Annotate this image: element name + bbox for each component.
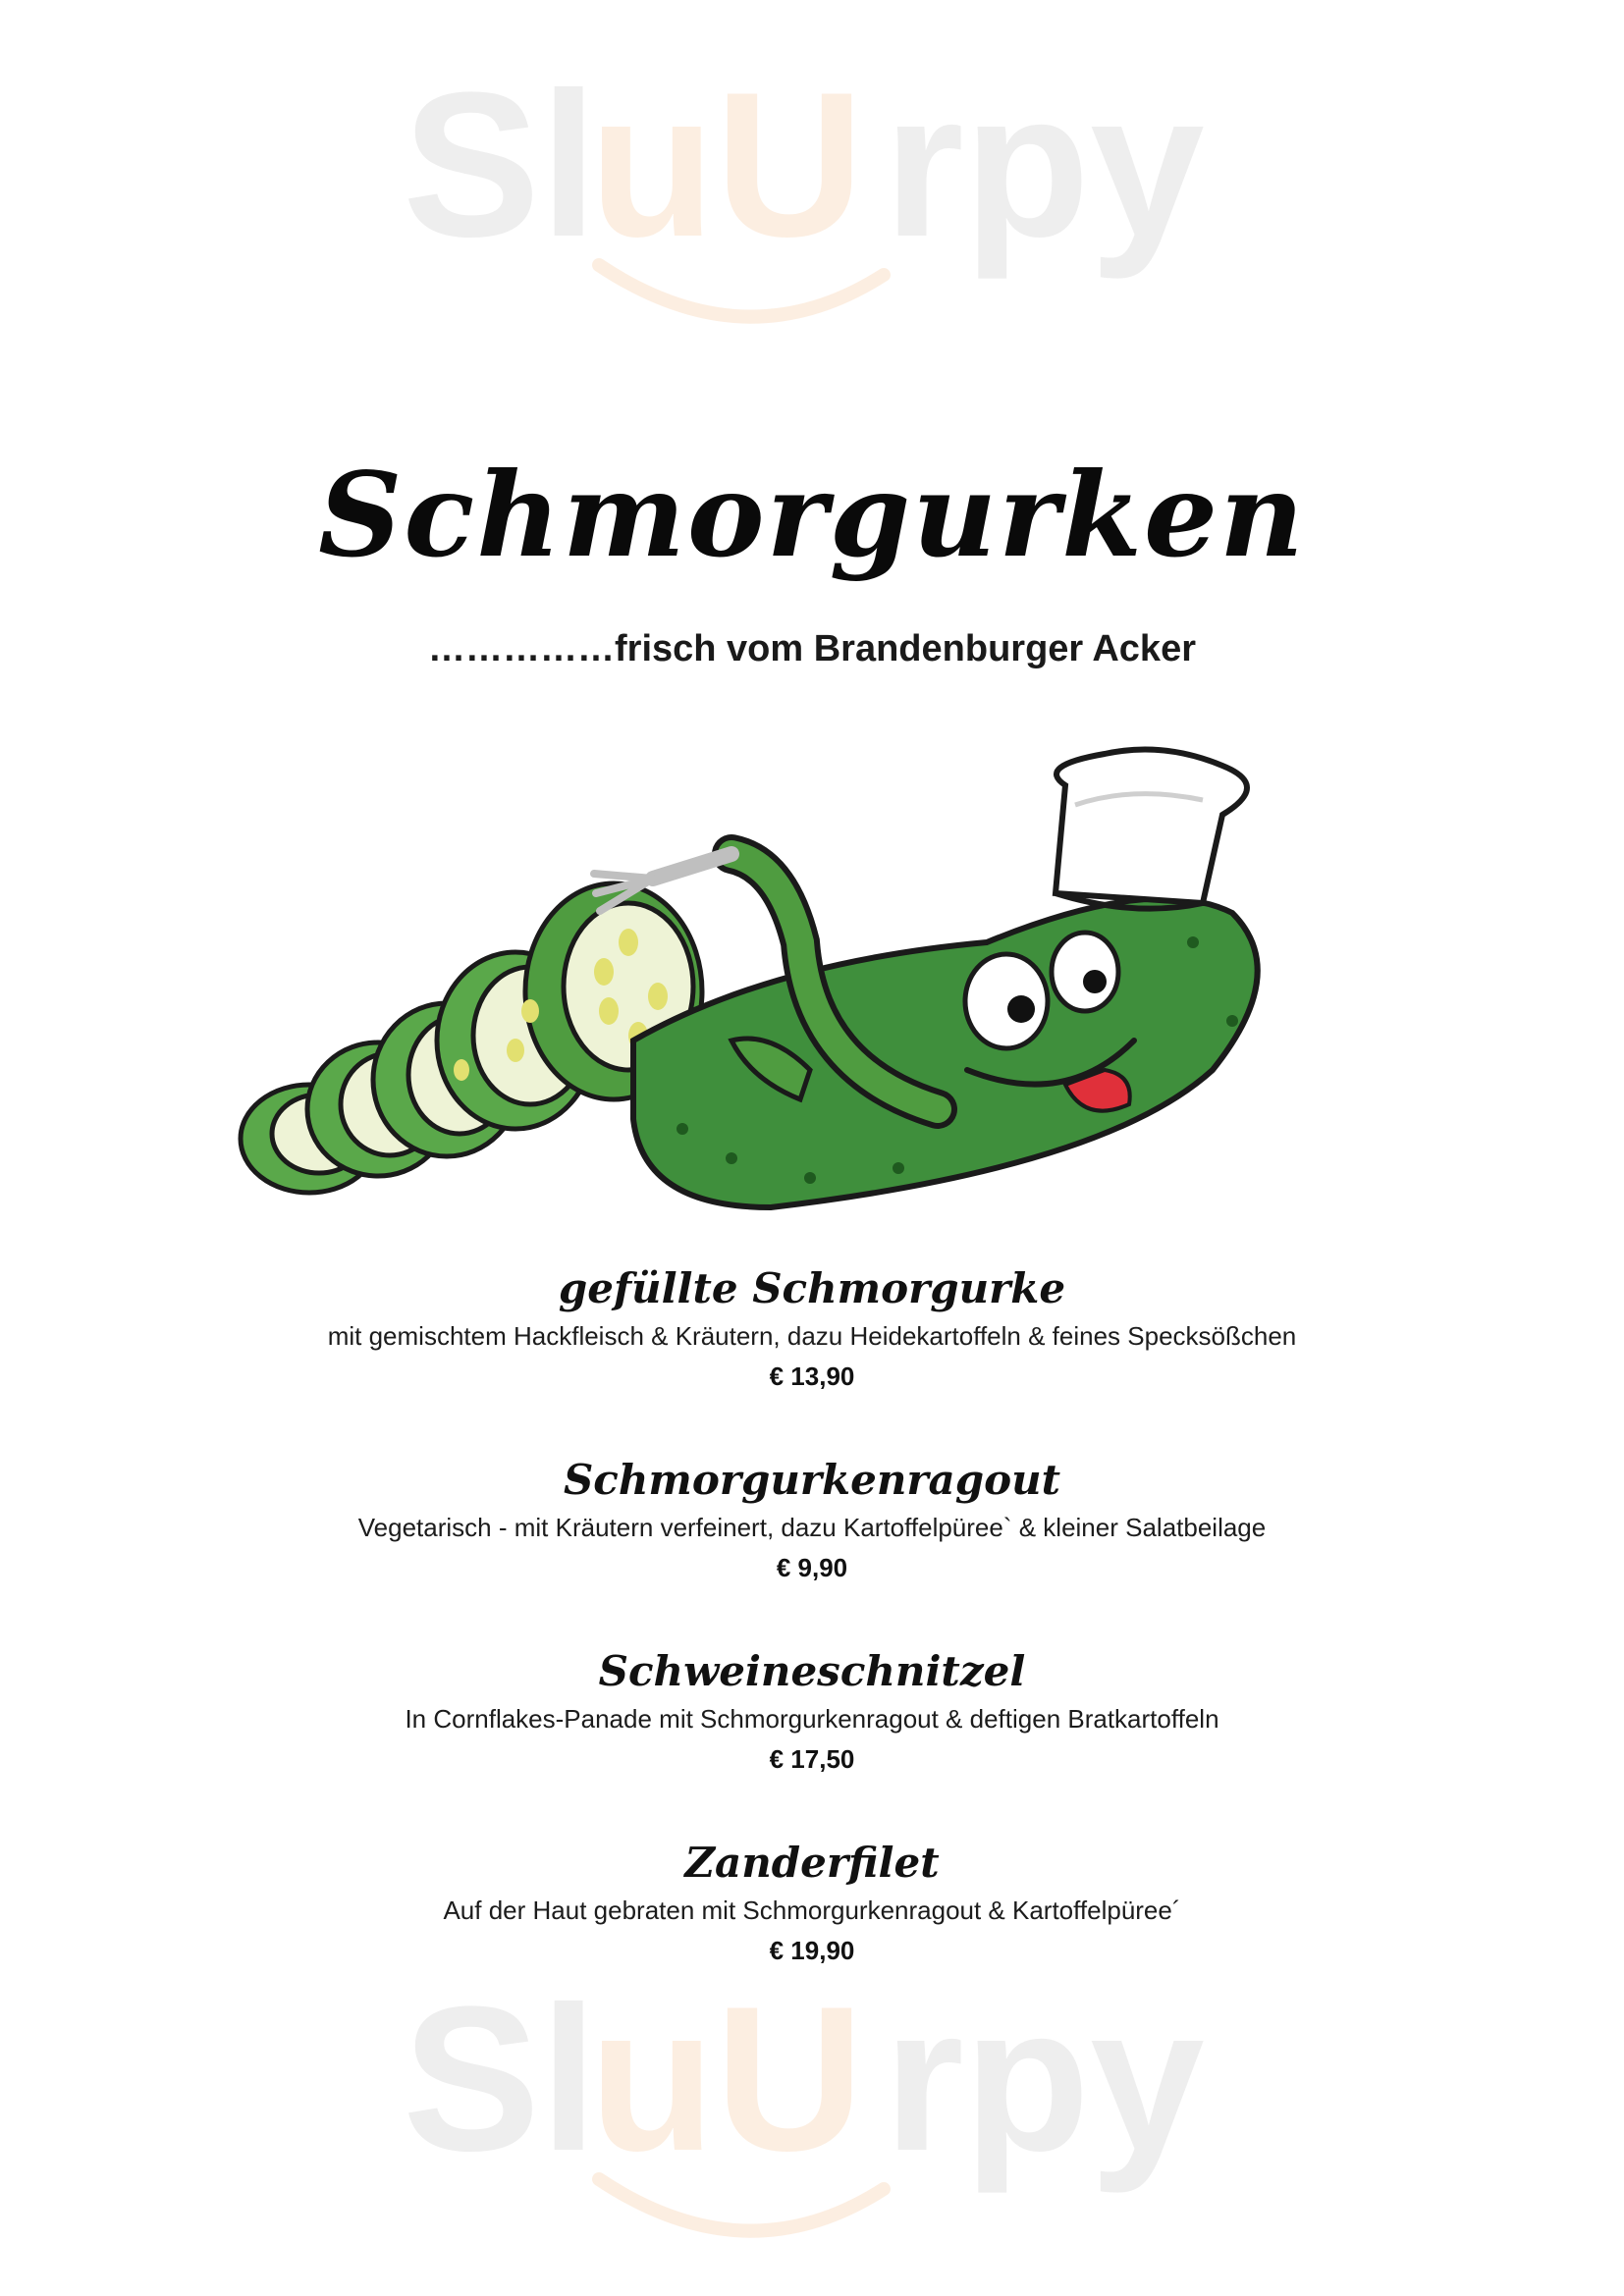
dish-description: mit gemischtem Hackfleisch & Kräutern, dazu Heidekartoffeln & feines Specksößchen	[327, 1321, 1297, 1351]
menu-item	[0, 1453, 1624, 1644]
svg-text:rpy: rpy	[884, 1963, 1205, 2194]
menu-list	[0, 1261, 1624, 2027]
dish-price: € 9,90	[776, 1553, 848, 1582]
dish-name: gefüllte Schmorgurke	[558, 1264, 1066, 1312]
dish-price: € 13,90	[769, 1362, 855, 1391]
page-title: Schmorgurken	[318, 447, 1306, 583]
dish-price: € 17,50	[769, 1744, 855, 1774]
dish-name: Schmorgurkenragout	[563, 1456, 1061, 1504]
dish-name: Zanderfilet	[684, 1839, 940, 1887]
svg-text:Sl: Sl	[403, 49, 598, 280]
dish-description: Auf der Haut gebraten mit Schmorgurkenragout & Kartoffelpüree´	[443, 1896, 1181, 1925]
menu-item	[0, 1644, 1624, 1836]
dish-description: In Cornflakes-Panade mit Schmorgurkenragout & deftigen Bratkartoffeln	[405, 1704, 1219, 1734]
dish-name: Schweineschnitzel	[598, 1647, 1026, 1695]
menu-item	[0, 1261, 1624, 1453]
svg-text:Sl: Sl	[403, 1963, 598, 2194]
cucumber-chef-illustration	[221, 746, 1429, 1237]
page-subtitle: ……………frisch vom Brandenburger Acker	[428, 628, 1196, 669]
dish-price: € 19,90	[769, 1936, 855, 1965]
svg-text:uU: uU	[589, 1963, 864, 2194]
svg-text:rpy: rpy	[884, 49, 1205, 280]
svg-text:uU: uU	[589, 49, 864, 280]
menu-item	[0, 1836, 1624, 2027]
dish-description: Vegetarisch - mit Kräutern verfeinert, dazu Kartoffelpüree` & kleiner Salatbeilage	[357, 1513, 1267, 1542]
watermark-logo-top	[0, 39, 1624, 334]
